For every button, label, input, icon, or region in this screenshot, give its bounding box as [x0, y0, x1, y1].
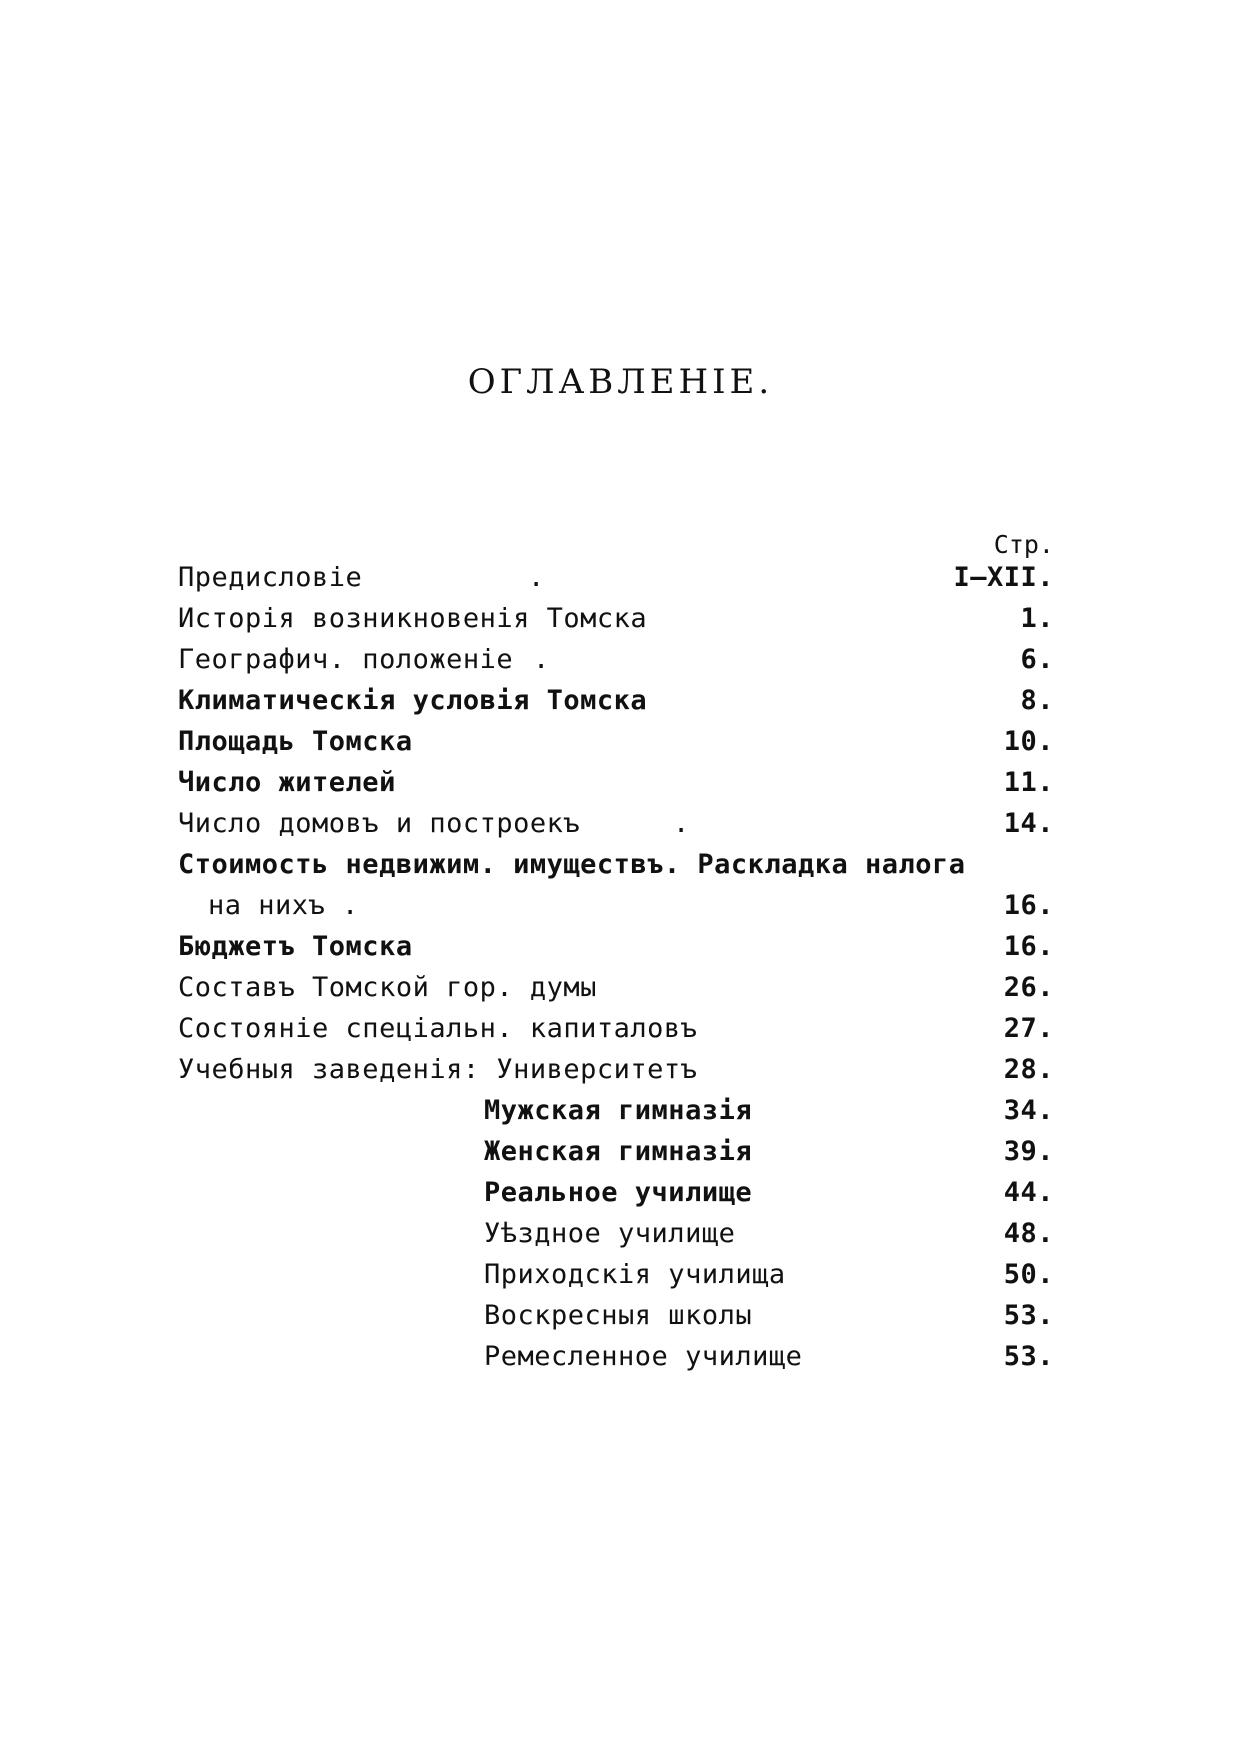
toc-page-number: 27.: [1003, 1013, 1054, 1044]
toc-entry-label: Географич. положеніе: [178, 644, 514, 675]
toc-entry-label: Реальное училище: [484, 1177, 753, 1208]
toc-page-number: 14.: [1003, 808, 1054, 839]
toc-entry-label: Стоимость недвижим. имуществъ. Раскладка налога: [178, 849, 966, 880]
toc-entry-label: Учебныя заведенія: Университетъ: [178, 1054, 698, 1085]
toc-entry: [178, 767, 1054, 808]
toc-entry-label: Бюджетъ Томска: [178, 931, 413, 962]
toc-page-number: 26.: [1003, 972, 1054, 1003]
toc-entry: [178, 1341, 1054, 1382]
toc-entry: [178, 685, 1054, 726]
toc-entry-label: Предисловіе: [178, 562, 363, 593]
toc-entry-label: Исторія возникновенія Томска: [178, 603, 648, 634]
toc-entry: [178, 1300, 1054, 1341]
toc-page-number: 11.: [1003, 767, 1054, 798]
toc-entry-label: Климатическія условія Томска: [178, 685, 648, 716]
toc-entry: [178, 972, 1054, 1013]
toc-page-number: 50.: [1003, 1259, 1054, 1290]
toc-entry: [178, 1054, 1054, 1095]
toc-entry: [178, 808, 1054, 849]
toc-entry: [178, 1177, 1054, 1218]
toc-entry: [178, 890, 1054, 931]
toc-entry-label: Уѣздное училище: [484, 1218, 736, 1249]
toc-page-number: 16.: [1003, 890, 1054, 921]
toc-entry: [178, 1095, 1054, 1136]
toc-entry-label: Женская гимназія: [484, 1136, 753, 1167]
toc-entry-label: Число жителей: [178, 767, 396, 798]
page-title: ОГЛАВЛЕНІЕ.: [467, 362, 774, 402]
toc-entry: [178, 562, 1054, 603]
toc-entry-label: на нихъ .: [208, 890, 359, 921]
toc-leader-dot: .: [673, 808, 690, 839]
toc-entry-label: Площадь Томска: [178, 726, 413, 757]
toc-page-number: 10.: [1003, 726, 1054, 757]
toc-entry: [178, 1218, 1054, 1259]
toc-entry-label: Воскресныя школы: [484, 1300, 753, 1331]
toc-page-number: 16.: [1003, 931, 1054, 962]
toc-entry-label: Число домовъ и построекъ: [178, 808, 581, 839]
toc-page-number: I—XII.: [953, 562, 1054, 593]
toc-leader-dot: .: [533, 644, 550, 675]
toc-page-number: 8.: [1020, 685, 1054, 716]
toc-page-number: 28.: [1003, 1054, 1054, 1085]
toc-entry-label: Ремесленное училище: [484, 1341, 803, 1372]
toc-entry: [178, 1259, 1054, 1300]
toc-page-number: 53.: [1003, 1341, 1054, 1372]
page-column-header: Стр.: [993, 530, 1054, 559]
toc-leader-dot: .: [528, 562, 545, 593]
toc-entry: [178, 849, 1054, 890]
toc-entry-label: Состояніе спеціальн. капиталовъ: [178, 1013, 698, 1044]
toc-page-number: 6.: [1020, 644, 1054, 675]
toc-page-number: 44.: [1003, 1177, 1054, 1208]
toc-page-number: 34.: [1003, 1095, 1054, 1126]
toc-entry-label: Приходскія училища: [484, 1259, 786, 1290]
toc-entry: [178, 603, 1054, 644]
toc-page-number: 39.: [1003, 1136, 1054, 1167]
toc-entry-label: Составъ Томской гор. думы: [178, 972, 597, 1003]
toc-page-number: 48.: [1003, 1218, 1054, 1249]
toc-entry: [178, 1013, 1054, 1054]
toc-entry: [178, 931, 1054, 972]
toc-entry-label: Мужская гимназія: [484, 1095, 753, 1126]
toc-entry: [178, 1136, 1054, 1177]
toc-entry: [178, 644, 1054, 685]
toc-page-number: 53.: [1003, 1300, 1054, 1331]
toc-entry: [178, 726, 1054, 767]
table-of-contents: [178, 562, 1054, 1382]
toc-page-number: 1.: [1020, 603, 1054, 634]
